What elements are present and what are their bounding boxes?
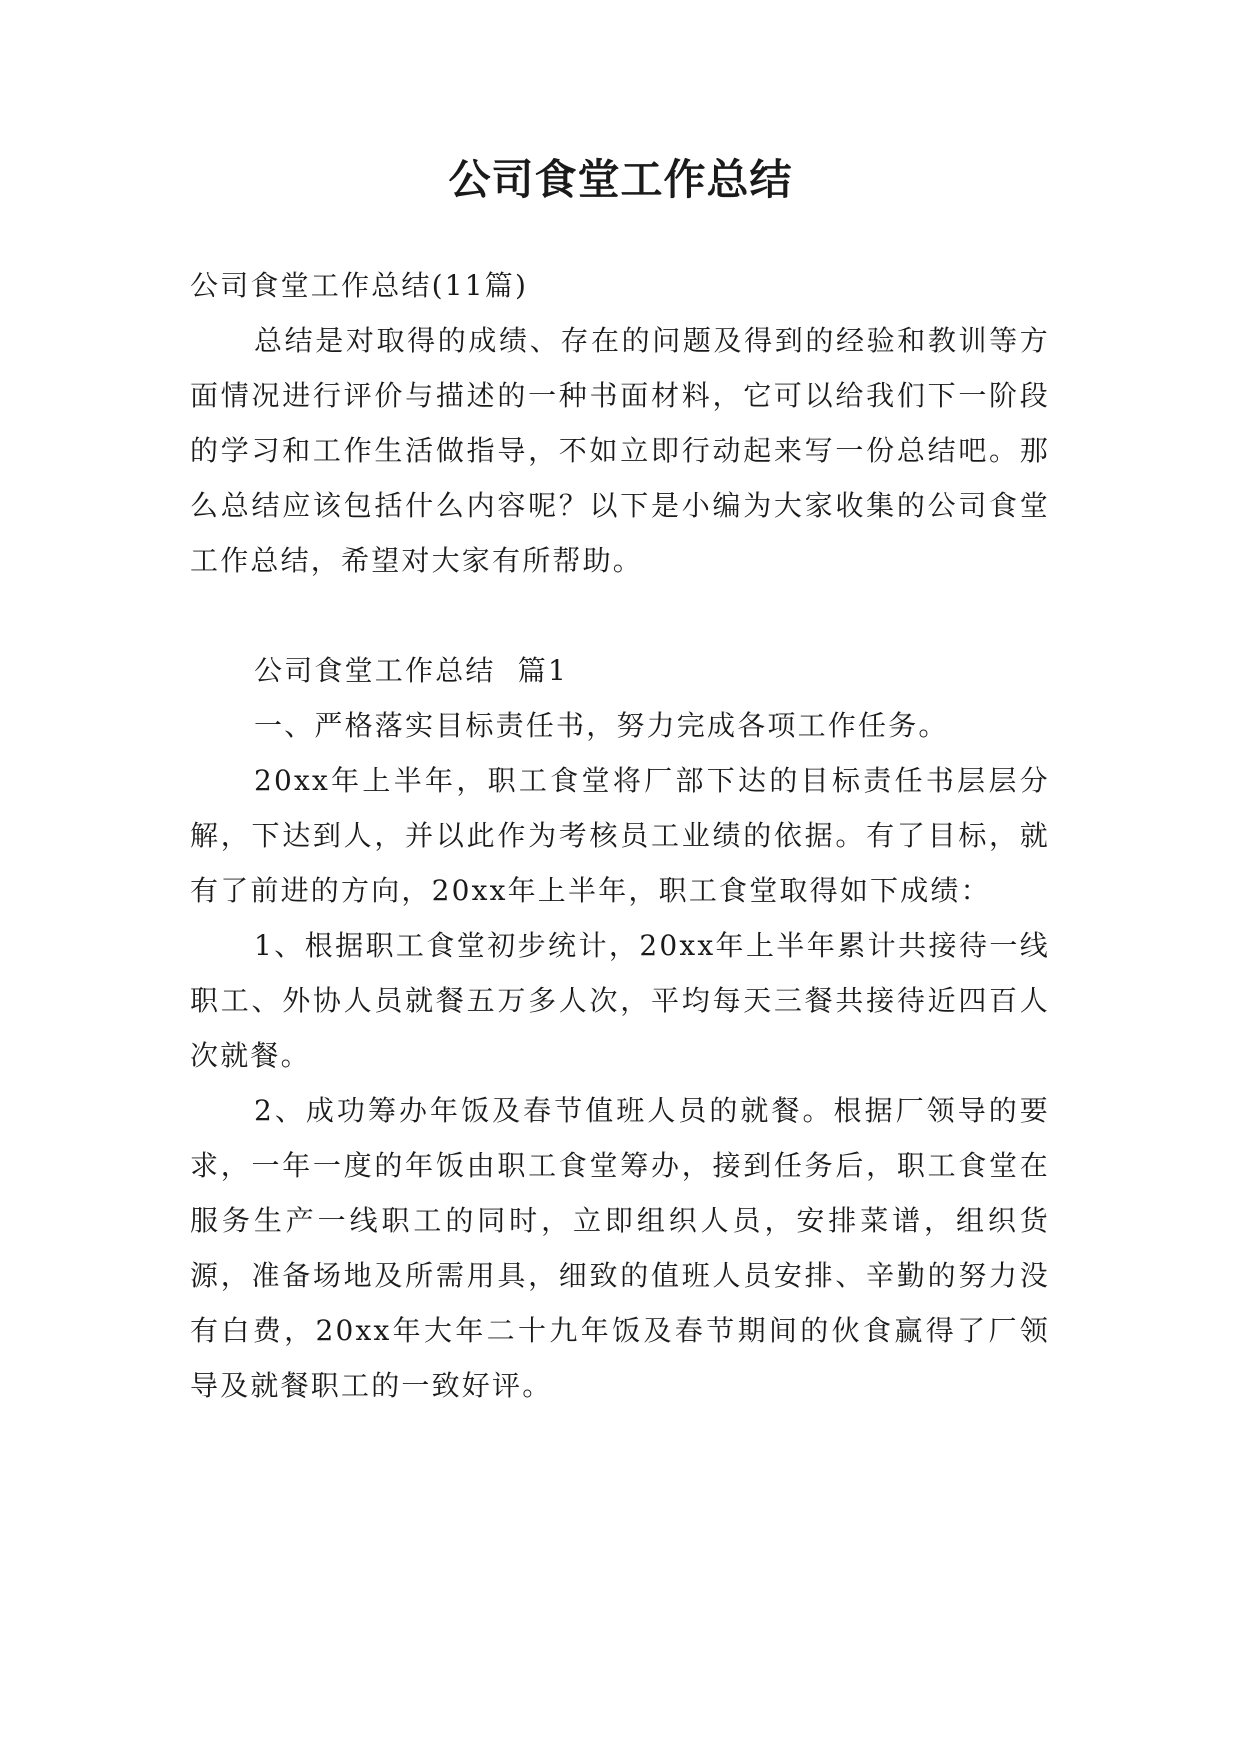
section-spacer [190,588,1050,643]
body-paragraph: 一、严格落实目标责任书，努力完成各项工作任务。 [254,709,949,742]
section-heading: 公司食堂工作总结 篇1 [254,654,569,687]
document-title: 公司食堂工作总结 [448,155,793,204]
document-subtitle: 公司食堂工作总结(11篇) [190,269,529,302]
body-paragraph: 2、成功筹办年饭及春节值班人员的就餐。根据厂领导的要求，一年一度的年饭由职工食堂筹办，接到任务后，职工食堂在服务生产一线职工的同时，立即组织人员，安排菜谱，组织货源，准备场地及所需用具，细致的值班人员安排、辛勤的努力没有白费，20xx年大年二十九年饭及春节期间的伙食赢得了厂领导及就餐职工的一致好评。 [190,1094,1050,1402]
document-body [190,258,1050,1413]
body-paragraph: 20xx年上半年，职工食堂将厂部下达的目标责任书层层分解，下达到人，并以此作为考核员工业绩的依据。有了目标，就有了前进的方向，20xx年上半年，职工食堂取得如下成绩： [190,764,1050,907]
intro-paragraph: 总结是对取得的成绩、存在的问题及得到的经验和教训等方面情况进行评价与描述的一种书面材料，它可以给我们下一阶段的学习和工作生活做指导，不如立即行动起来写一份总结吧。那么总结应该包括什么内容呢？以下是小编为大家收集的公司食堂工作总结，希望对大家有所帮助。 [190,324,1050,577]
body-paragraph: 1、根据职工食堂初步统计，20xx年上半年累计共接待一线职工、外协人员就餐五万多人次，平均每天三餐共接待近四百人次就餐。 [190,929,1050,1072]
